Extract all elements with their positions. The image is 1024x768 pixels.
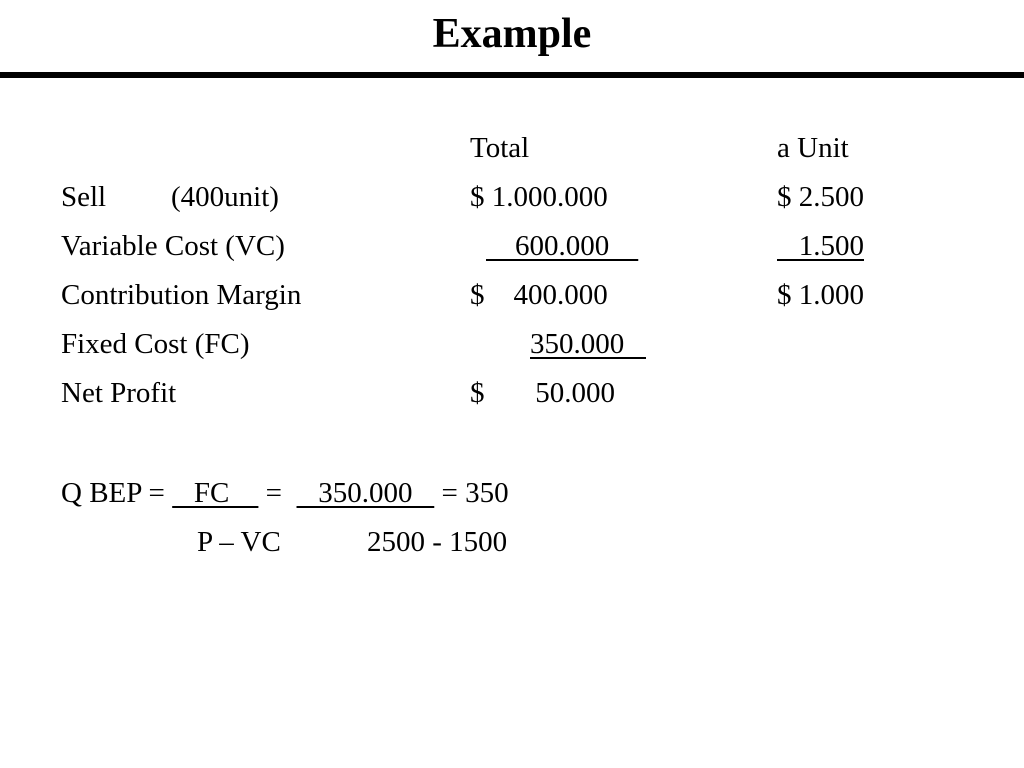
row-total-fixed-cost: 350.000 — [530, 328, 646, 360]
formula-denominator-symbolic: P – VC — [197, 526, 281, 558]
row-total-net-profit: $ 50.000 — [470, 377, 615, 409]
row-unit-sell: $ 2.500 — [777, 181, 864, 213]
header-a-unit: a Unit — [777, 132, 849, 164]
row-unit-variable-cost: 1.500 — [777, 230, 864, 262]
formula-numerator-value: 350.000 — [296, 477, 435, 509]
formula-equals: = — [258, 477, 297, 509]
formula-denominator-value: 2500 - 1500 — [367, 526, 508, 558]
row-note-sell: (400unit) — [171, 181, 279, 213]
row-total-sell: $ 1.000.000 — [470, 181, 608, 213]
header-total: Total — [470, 132, 530, 164]
row-total-contribution-margin: $ 400.000 — [470, 279, 608, 311]
row-label-contribution-margin: Contribution Margin — [61, 279, 302, 311]
row-label-fixed-cost: Fixed Cost (FC) — [61, 328, 250, 360]
slide-title: Example — [432, 11, 592, 57]
row-total-variable-cost: 600.000 — [486, 230, 639, 262]
row-unit-contribution-margin: $ 1.000 — [777, 279, 864, 311]
row-label-variable-cost: Variable Cost (VC) — [61, 230, 285, 262]
formula-numerator-fc: FC — [172, 477, 259, 509]
title-divider — [0, 72, 1024, 78]
formula-line — [61, 475, 509, 511]
formula-result: = 350 — [434, 477, 509, 509]
row-label-sell: Sell — [61, 181, 107, 213]
formula-lhs: Q BEP = — [61, 477, 173, 509]
row-label-net-profit: Net Profit — [61, 377, 177, 409]
